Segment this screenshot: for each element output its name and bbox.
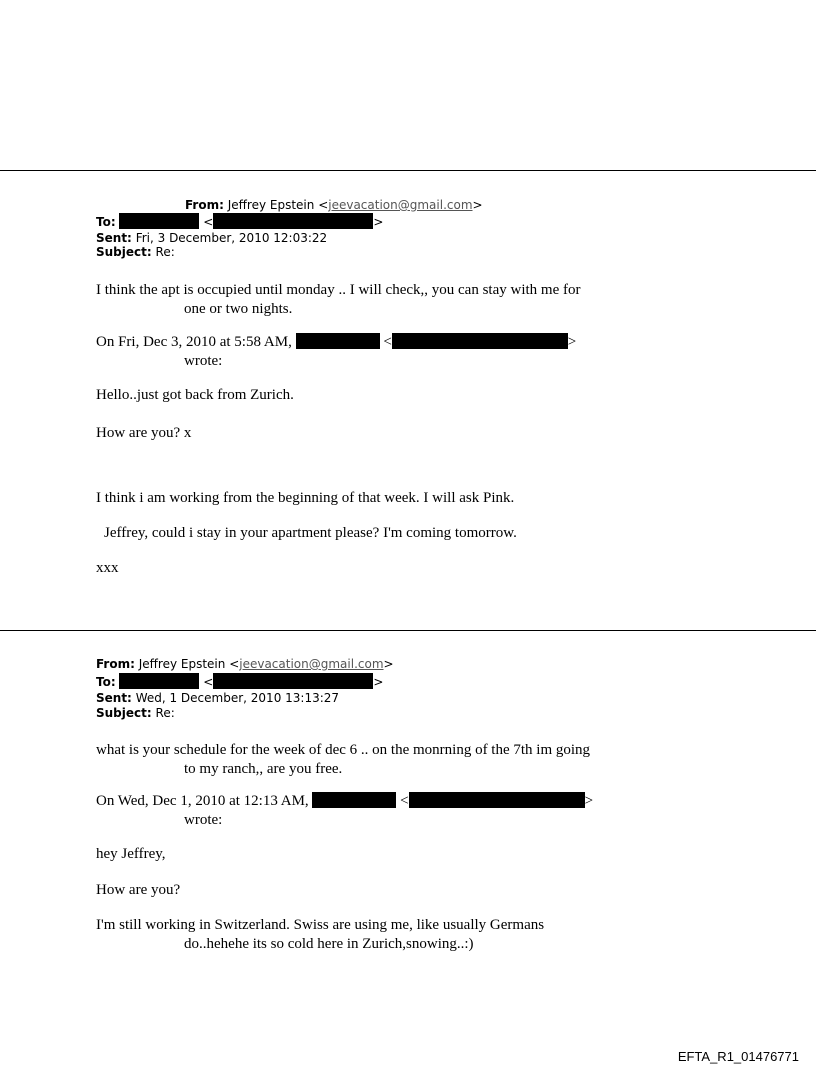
- email1-to-line: To: < >: [96, 215, 384, 229]
- email2-from-name: Jeffrey Epstein: [138, 657, 226, 671]
- separator-1: [0, 170, 816, 171]
- email1-from-line: From: Jeffrey Epstein <jeevacation@gmail.com>: [185, 198, 483, 212]
- redaction-block: [312, 792, 396, 808]
- email2-to-line: To: < >: [96, 675, 384, 689]
- email1-subject-line: Subject: Re:: [96, 245, 175, 259]
- redaction-block: [409, 792, 585, 808]
- redaction-block: [119, 213, 199, 229]
- email1-from-name: Jeffrey Epstein: [227, 198, 315, 212]
- email1-quoted-p3: I think i am working from the beginning of that week. I will ask Pink.: [96, 490, 515, 506]
- email2-sent-line: Sent: Wed, 1 December, 2010 13:13:27: [96, 691, 340, 705]
- email1-quoted-p4: Jeffrey, could i stay in your apartment please? I'm coming tomorrow.: [104, 525, 517, 541]
- redaction-block: [392, 333, 568, 349]
- redaction-block: [119, 673, 199, 689]
- email2-quoted-p2: How are you?: [96, 882, 181, 898]
- document-id: EFTA_R1_01476771: [677, 1049, 799, 1064]
- email2-from-email-link[interactable]: jeevacation@gmail.com: [239, 657, 384, 671]
- redaction-block: [213, 673, 373, 689]
- redaction-block: [213, 213, 373, 229]
- email2-quoted-p3: I'm still working in Switzerland. Swiss are using me, like usually Germans do..hehehe its so cold here in Zurich,snowing..:): [96, 917, 545, 952]
- email1-sent-line: Sent: Fri, 3 December, 2010 12:03:22: [96, 231, 328, 245]
- email2-reply: what is your schedule for the week of dec 6 .. on the monrning of the 7th im going to my ranch,, are you free.: [96, 742, 591, 777]
- email1-quoted-p1: Hello..just got back from Zurich.: [96, 387, 294, 403]
- email1-reply: I think the apt is occupied until monday .. I will check,, you can stay with me for one or two nights.: [96, 282, 581, 317]
- email2-subject-line: Subject: Re:: [96, 706, 175, 720]
- email1-quote-header: On Fri, Dec 3, 2010 at 5:58 AM, < > wrote:: [96, 334, 577, 369]
- email2-quote-header: On Wed, Dec 1, 2010 at 12:13 AM, < > wrote:: [96, 793, 594, 828]
- email1-quoted-p5: xxx: [96, 560, 119, 576]
- separator-2: [0, 630, 816, 631]
- email1-quoted-p2: How are you? x: [96, 425, 192, 441]
- redaction-block: [296, 333, 380, 349]
- email1-from-email-link[interactable]: jeevacation@gmail.com: [328, 198, 473, 212]
- email2-quoted-p1: hey Jeffrey,: [96, 846, 166, 862]
- email2-from-line: From: Jeffrey Epstein <jeevacation@gmail.com>: [96, 657, 394, 671]
